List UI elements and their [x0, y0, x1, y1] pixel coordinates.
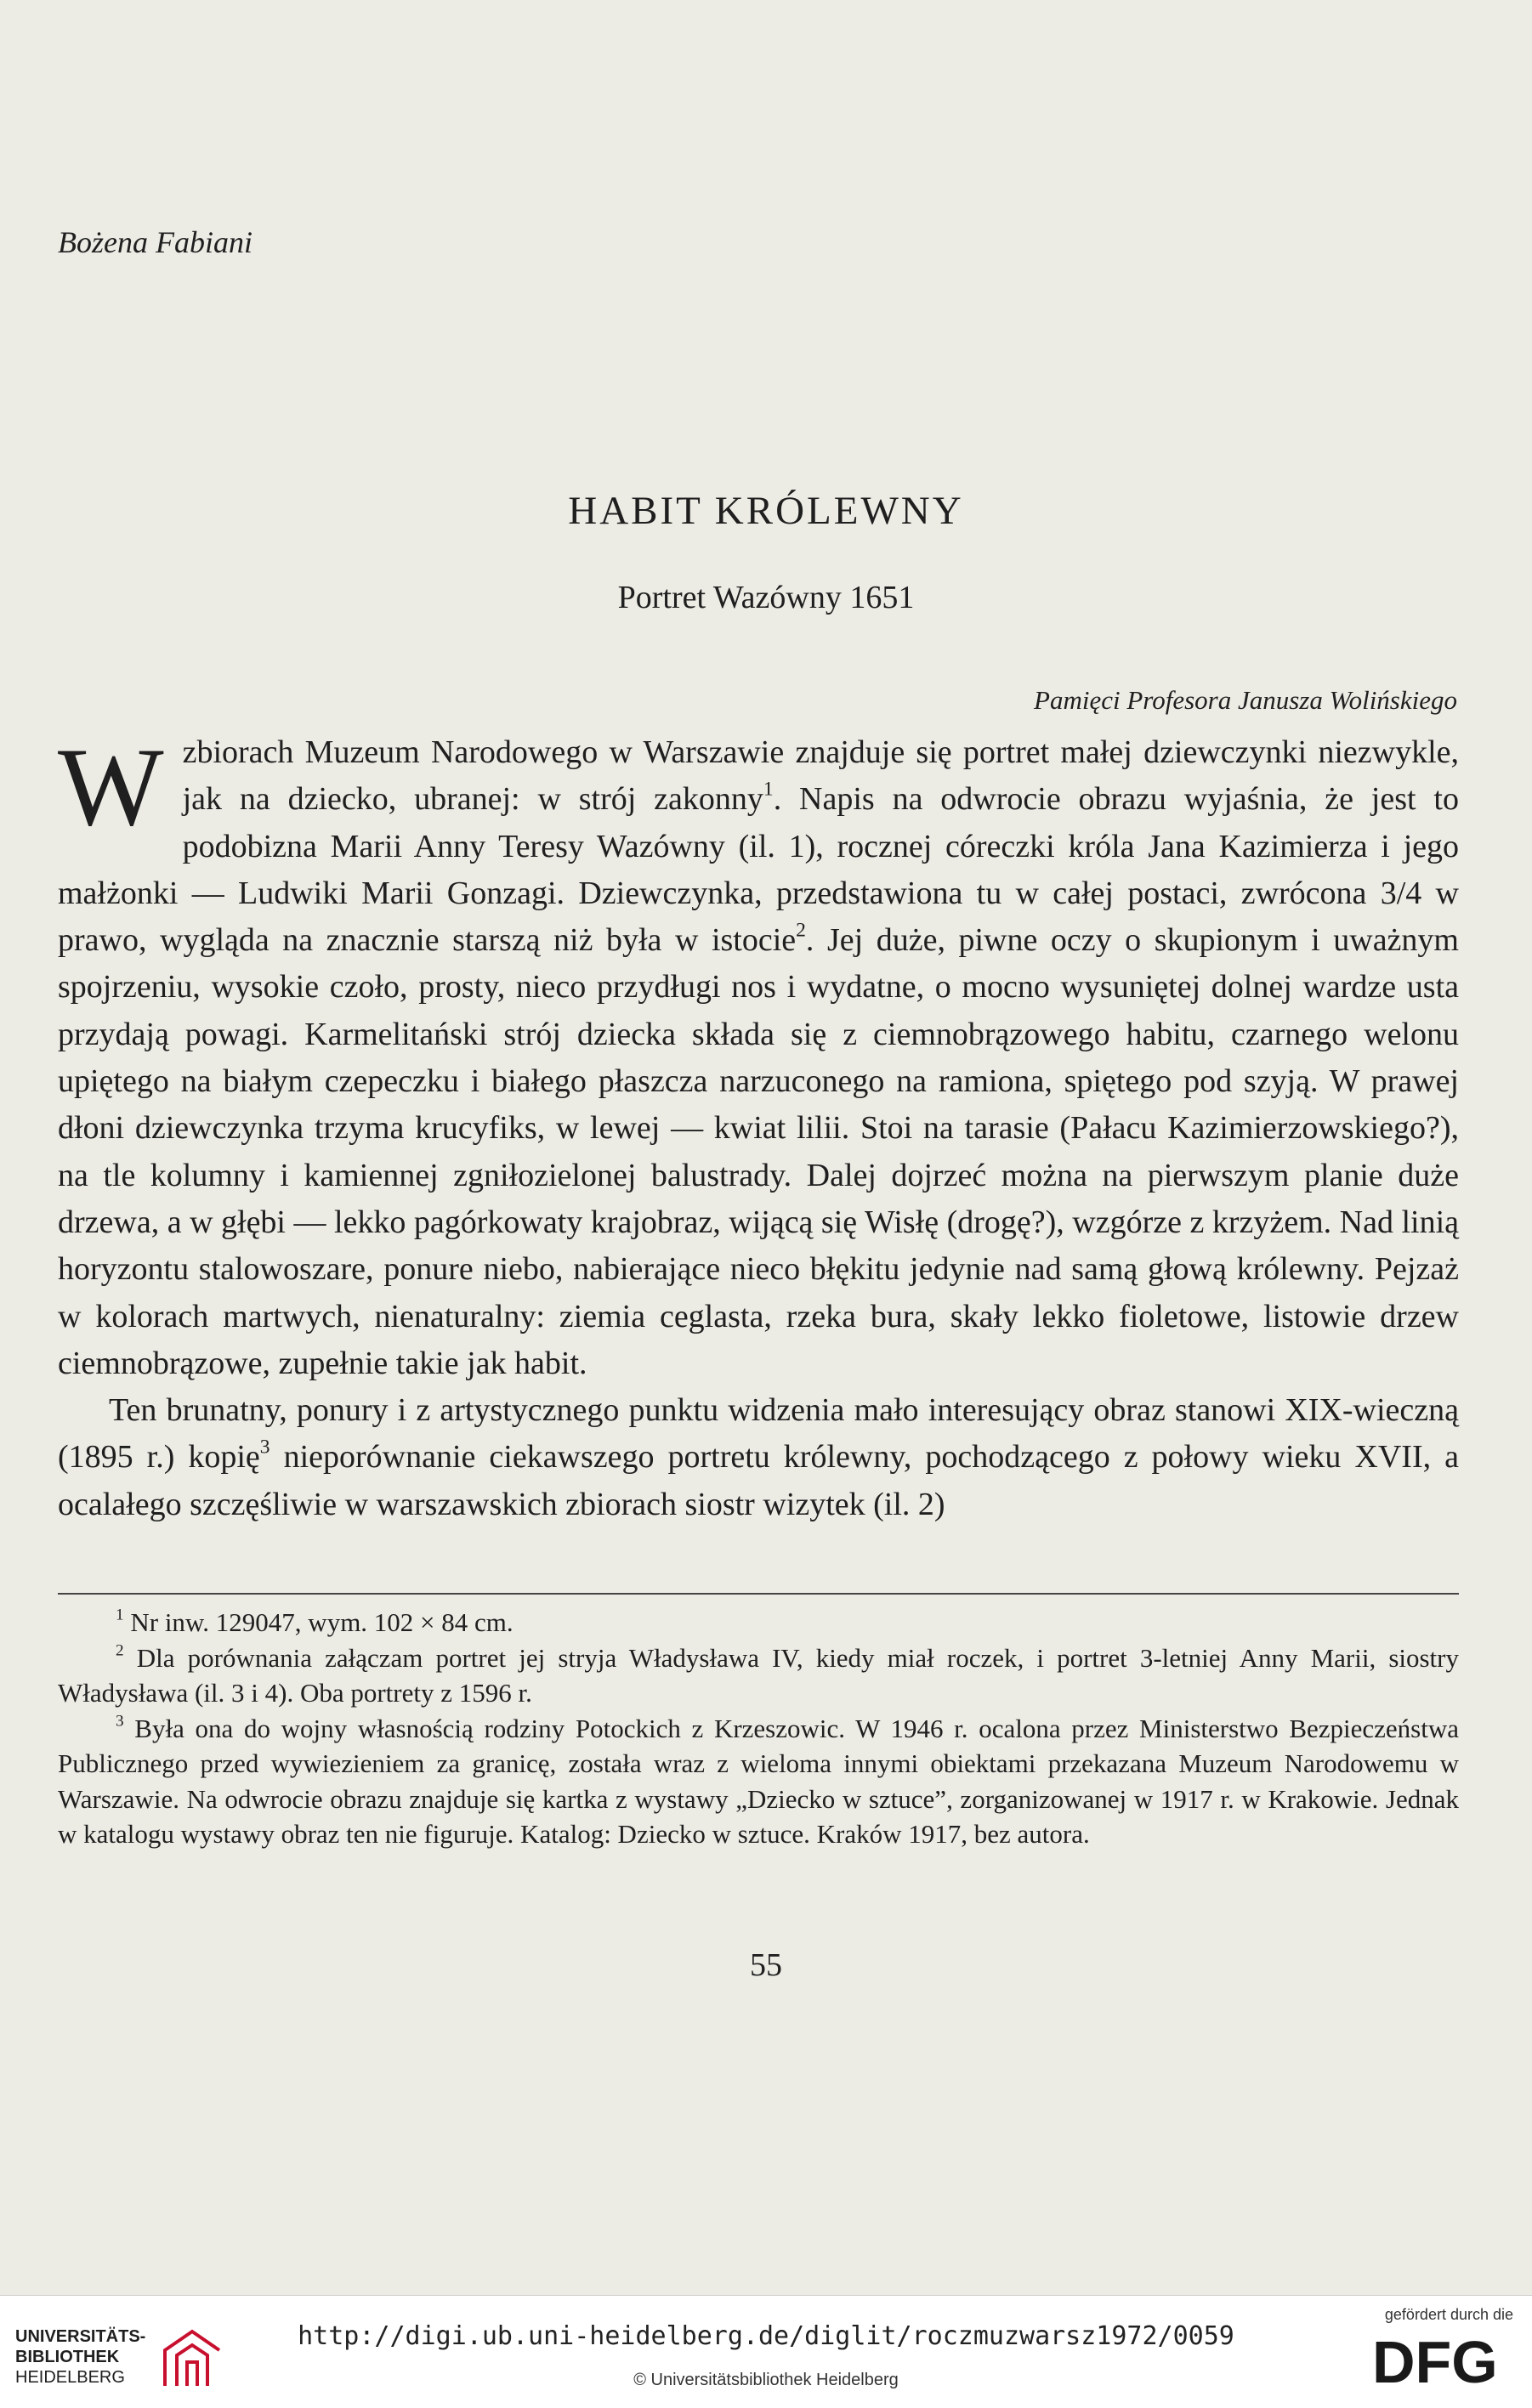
- ub-logo-line-2: BIBLIOTHEK: [15, 2348, 120, 2366]
- footer-bar: [0, 2295, 1532, 2408]
- drop-cap: W: [58, 724, 164, 849]
- ub-logo-line-3: HEIDELBERG: [15, 2368, 125, 2387]
- footnote-ref-1[interactable]: 1: [763, 778, 774, 801]
- dedication: Pamięci Profesora Janusza Wolińskiego: [1034, 685, 1457, 715]
- digital-url-link[interactable]: http://digi.ub.uni-heidelberg.de/diglit/roczmuzwarsz1972/0059: [298, 2321, 1234, 2351]
- dfg-funded-label: gefördert durch die: [1384, 2306, 1513, 2323]
- paragraph-2-text-b: nieporównanie ciekawszego portretu królewny, pochodzącego z połowy wieku XVII, a ocalałego szczęśliwie w warszawskich zbiorach siostr wizytek (il. 2): [58, 1439, 1459, 1522]
- footnote-ref-3[interactable]: 3: [259, 1436, 270, 1459]
- paragraph-1-text-a: zbiorach Muzeum Narodowego w Warszawie znajduje się portret małej dziewczynki niezwykle, jak na dziecko, ubranej: w strój zakonny: [182, 734, 1459, 818]
- ub-logo-line-1: UNIVERSITÄTS-: [15, 2327, 146, 2346]
- page-number: 55: [750, 1947, 782, 1983]
- paragraph-1: [58, 724, 1459, 1387]
- footnote-text: Nr inw. 129047, wym. 102 × 84 cm.: [123, 1607, 514, 1637]
- footnote-number: 2: [116, 1641, 124, 1660]
- footnote-number: 3: [116, 1712, 124, 1731]
- footnote-ref-2[interactable]: 2: [796, 919, 806, 942]
- article-body: [58, 663, 1459, 1528]
- footnotes: [58, 1605, 1459, 1852]
- author-name: Bożena Fabiani: [58, 225, 252, 259]
- article-title: HABIT KRÓLEWNY: [568, 489, 964, 533]
- footnote-1: [58, 1605, 1459, 1640]
- article-subtitle: Portret Wazówny 1651: [617, 580, 915, 615]
- paragraph-1-text-b: . Napis na odwrocie obrazu wyjaśnia, że jest to podobizna Marii Anny Teresy Wazówny (il. 1), rocznej córeczki króla Jana Kazimierza i jego małżonki — Ludwiki Marii Gonzagi. Dziewczynka, przedstawiona tu w całej postaci, zwrócona 3/4 w prawo, wygląda na znacznie starszą niż była w istocie: [58, 781, 1459, 959]
- paragraph-1-text-c: . Jej duże, piwne oczy o skupionym i uważnym spojrzeniu, wysokie czoło, prosty, nieco przydługi nos i wydatne, o mocno wysuniętej dolnej wardze usta przydają powagi. Karmelitański strój dziecka składa się z ciemnobrązowego habitu, czarnego welonu upiętego na białym czepeczku i białego płaszcza narzuconego na ramiona, spiętego pod szyją. W prawej dłoni dziewczynka trzyma krucyfiks, w lewej — kwiat lilii. Stoi na tarasie (Pałacu Kazimierzowskiego?), na tle kolumny i kamiennej zgniłozielonej balustrady. Dalej dojrzeć można na pierwszym planie duże drzewa, a w głębi — lekko pagórkowaty krajobraz, wijącą się Wisłę (drogę?), wzgórze z krzyżem. Nad linią horyzontu stalowoszare, ponure niebo, nabierające nieco błękitu jedynie nad samą głową królewny. Pejzaż w kolorach martwych, nienaturalny: ziemia ceglasta, rzeka bura, skały lekko fioletowe, listowie drzew ciemnobrązowe, zupełnie takie jak habit.: [58, 922, 1459, 1381]
- footnote-divider: [58, 1593, 1459, 1595]
- dfg-logo-icon: [1369, 2330, 1513, 2391]
- footnote-text: Dla porównania załączam portret jej stryja Władysława IV, kiedy miał roczek, i portret 3-letniej Anny Marii, siostry Władysława (il. 3 i 4). Oba portrety z 1596 r.: [58, 1642, 1459, 1708]
- paragraph-2: [58, 1387, 1459, 1528]
- dfg-block[interactable]: [1343, 2306, 1513, 2400]
- footnote-text: Była ona do wojny własnością rodziny Potockich z Krzeszowic. W 1946 r. ocalona przez Ministerstwo Bezpieczeństwa Publicznego przed wywiezieniem za granicę, została wraz z wieloma innymi obiektami przekazana Muzeum Narodowemu w Warszawie. Na odwrocie obrazu znajduje się kartka z wystawy „Dziecko w sztuce”, zorganizowanej w 1917 r. w Krakowie. Jednak w katalogu wystawy obraz ten nie figuruje. Katalog: Dziecko w sztuce. Kraków 1917, bez autora.: [58, 1713, 1459, 1849]
- footnote-2: [58, 1640, 1459, 1711]
- footnote-number: 1: [116, 1606, 124, 1624]
- copyright-notice: © Universitätsbibliothek Heidelberg: [633, 2371, 899, 2389]
- paragraph-2-text-a: Ten brunatny, ponury i z artystycznego punktu widzenia mało interesujący obraz stanowi XIX-wieczną (1895 r.) kopię: [58, 1392, 1459, 1476]
- dfg-logo-text: DFG: [1372, 2330, 1498, 2391]
- footnote-3: [58, 1711, 1459, 1852]
